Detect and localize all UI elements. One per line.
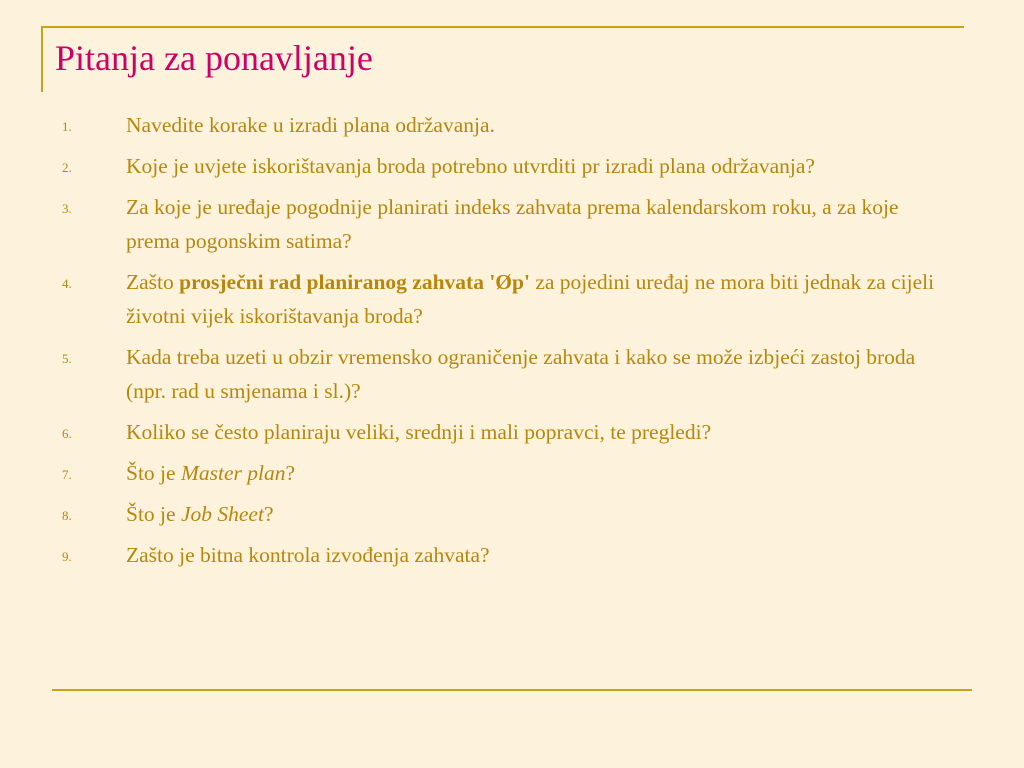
italic-term: Master plan — [180, 461, 286, 485]
emphasized-term: prosječni rad planiranog zahvata 'Øp' — [179, 270, 530, 294]
question-item — [0, 149, 956, 183]
question-text-part: Zašto — [126, 270, 180, 294]
question-item — [0, 497, 956, 531]
question-item — [0, 265, 956, 333]
question-text — [126, 420, 711, 444]
question-number: 7. — [62, 467, 72, 482]
question-text-part: Što je — [126, 461, 181, 485]
question-text-part: Zašto je bitna kontrola izvođenja zahvata? — [126, 543, 490, 567]
question-text-part: ? — [263, 502, 274, 526]
slide-title: Pitanja za ponavljanje — [55, 38, 373, 78]
question-text — [126, 345, 915, 403]
bottom-divider-line — [52, 689, 972, 691]
question-text — [126, 461, 295, 485]
question-item — [0, 108, 956, 142]
question-text-part: Koje je uvjete iskorištavanja broda potrebno utvrditi pr izradi plana održavanja? — [126, 154, 815, 178]
question-number: 8. — [62, 508, 72, 523]
question-number: 3. — [62, 201, 72, 216]
question-number: 4. — [62, 276, 72, 291]
italic-term: Job Sheet — [180, 502, 264, 526]
question-list — [0, 108, 1024, 579]
question-text — [126, 543, 490, 567]
question-number: 5. — [62, 351, 72, 366]
top-divider-line — [41, 26, 964, 28]
question-item — [0, 415, 956, 449]
question-text-part: Navedite korake u izradi plana održavanja. — [126, 113, 495, 137]
question-text-part: Kada treba uzeti u obzir vremensko ograničenje zahvata i kako se može izbjeći zastoj broda (npr. rad u smjenama i sl.)? — [126, 345, 916, 403]
question-text-part: za pojedini uređaj ne mora biti jednak za cijeli životni vijek iskorištavanja broda? — [126, 270, 935, 328]
question-item — [0, 456, 956, 490]
question-item — [0, 340, 956, 408]
title-accent-line — [41, 26, 43, 92]
question-number: 2. — [62, 160, 72, 175]
question-text — [126, 270, 934, 328]
question-text — [126, 113, 495, 137]
question-text-part: Što je — [126, 502, 181, 526]
question-text — [126, 195, 899, 253]
question-text — [126, 502, 273, 526]
question-text-part: ? — [285, 461, 296, 485]
question-text-part: Koliko se često planiraju veliki, srednji i mali popravci, te pregledi? — [126, 420, 712, 444]
question-item — [0, 538, 956, 572]
question-item — [0, 190, 956, 258]
question-number: 9. — [62, 549, 72, 564]
question-number: 6. — [62, 426, 72, 441]
question-text-part: Za koje je uređaje pogodnije planirati indeks zahvata prema kalendarskom roku, a za koje prema pogonskim satima? — [126, 195, 899, 253]
question-number: 1. — [62, 119, 72, 134]
question-text — [126, 154, 815, 178]
